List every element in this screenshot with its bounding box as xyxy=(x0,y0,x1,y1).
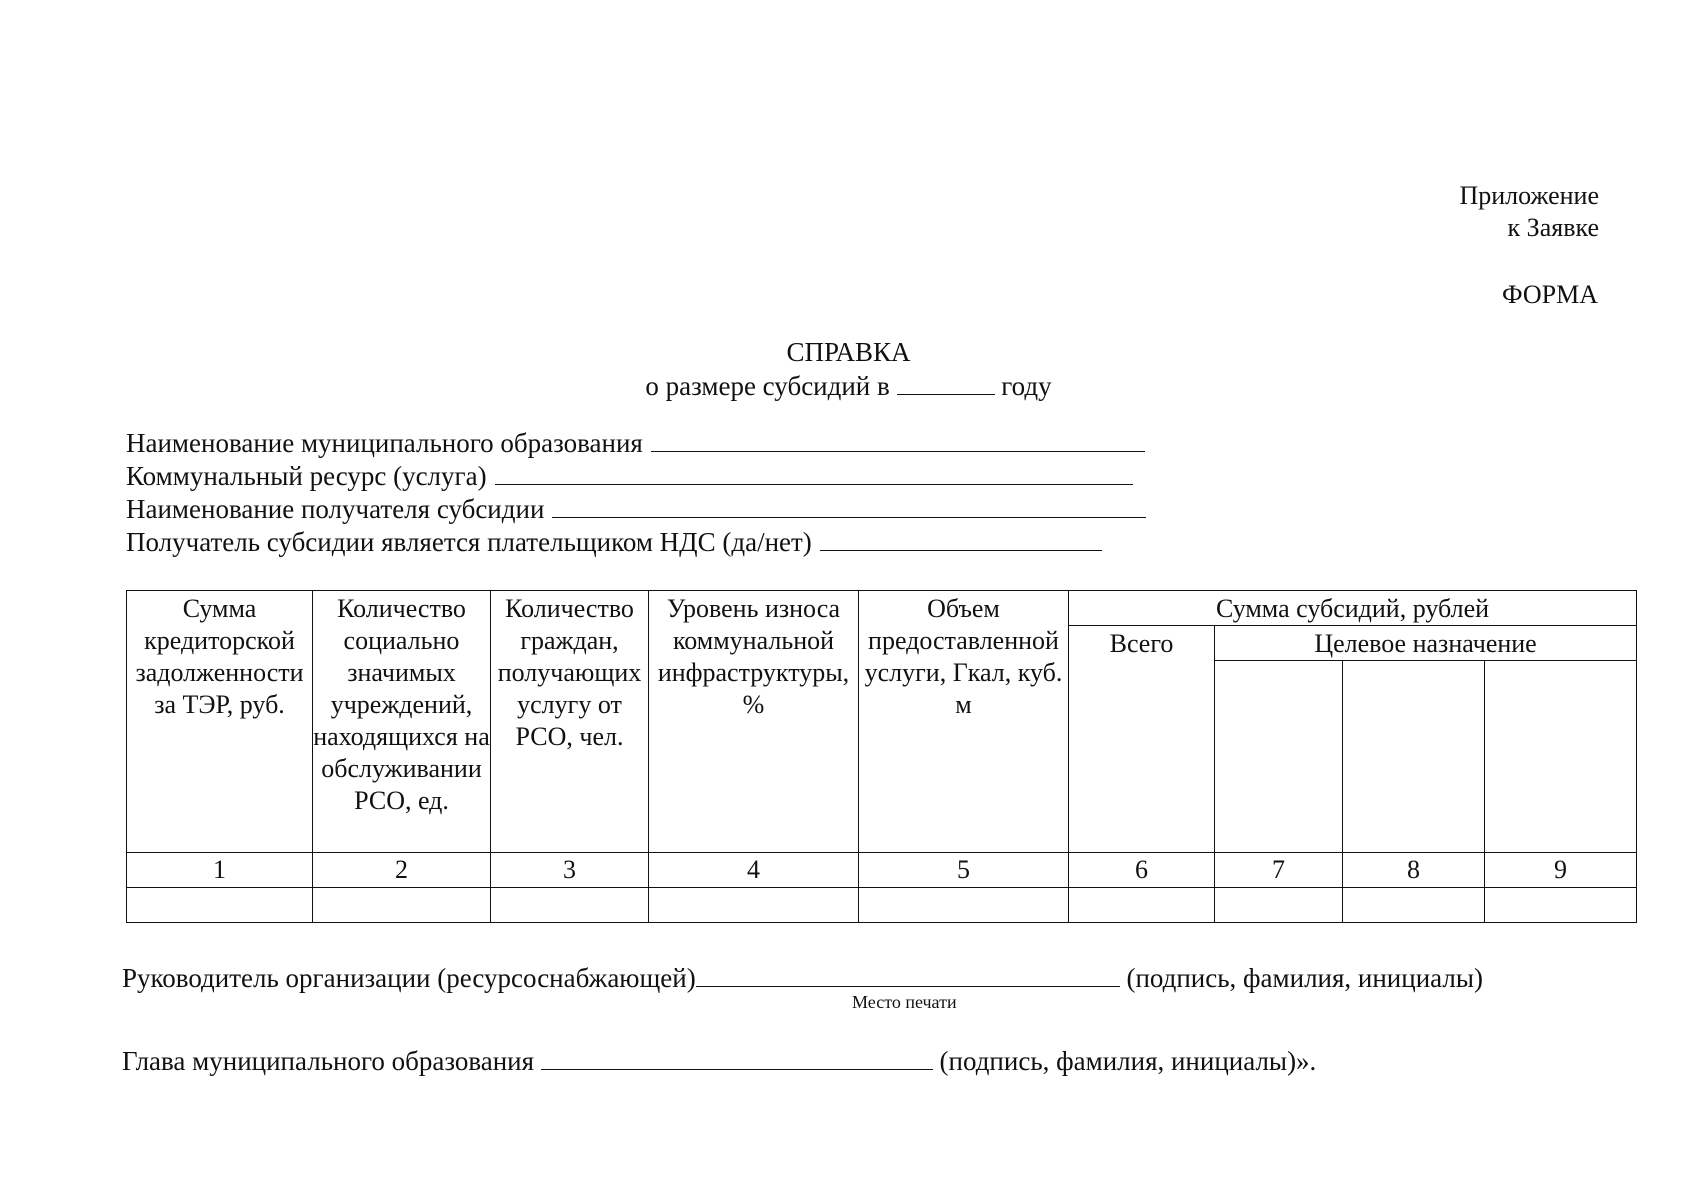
field-label: Получатель субсидии является плательщиком НДС (да/нет) xyxy=(126,527,812,557)
signature-municipal-note: (подпись, фамилия, инициалы)». xyxy=(939,1046,1317,1076)
resource-blank-line[interactable] xyxy=(495,460,1133,485)
header-purpose-2 xyxy=(1343,661,1485,853)
data-cell-debt[interactable] xyxy=(127,888,313,923)
stamp-place-note: Место печати xyxy=(852,992,957,1012)
field-vat xyxy=(126,526,1146,559)
data-cell-purpose-1[interactable] xyxy=(1215,888,1343,923)
signature-org-note: (подпись, фамилия, инициалы) xyxy=(1126,963,1483,993)
header-institutions: Количество социально значимых учреждений, находящихся на обслуживании РСО, ед. xyxy=(313,591,491,853)
form-label: ФОРМА xyxy=(1502,280,1598,309)
year-blank-line[interactable] xyxy=(897,370,995,395)
field-label: Наименование получателя субсидии xyxy=(126,494,545,524)
signature-org-label: Руководитель организации (ресурсоснабжающей) xyxy=(122,963,696,993)
document-subtitle xyxy=(0,369,1697,403)
municipal-signature-line[interactable] xyxy=(541,1045,933,1070)
column-number-4: 4 xyxy=(649,853,859,888)
data-cell-volume[interactable] xyxy=(859,888,1069,923)
org-signature-line[interactable] xyxy=(696,962,1120,987)
subsidy-table xyxy=(126,590,1637,923)
header-purpose-1 xyxy=(1215,661,1343,853)
header-subsidy-sum: Сумма субсидий, рублей xyxy=(1069,591,1637,626)
field-resource xyxy=(126,460,1146,493)
subtitle-before: о размере субсидий в xyxy=(645,371,890,401)
appendix-line-1: Приложение xyxy=(1459,181,1599,210)
header-total: Всего xyxy=(1069,626,1215,853)
document-title: СПРАВКА xyxy=(786,337,911,367)
header-purpose-3 xyxy=(1485,661,1637,853)
header-row-1 xyxy=(127,591,1637,626)
data-cell-institutions[interactable] xyxy=(313,888,491,923)
header-debt: Сумма кредиторской задолженности за ТЭР, руб. xyxy=(127,591,313,853)
signature-municipal-label: Глава муниципального образования xyxy=(122,1046,535,1076)
column-number-3: 3 xyxy=(491,853,649,888)
column-numbers-row xyxy=(127,853,1637,888)
signature-org-head xyxy=(122,962,1483,994)
data-cell-wear[interactable] xyxy=(649,888,859,923)
field-municipality xyxy=(126,427,1146,460)
info-fields xyxy=(126,427,1146,559)
signature-municipal-head xyxy=(122,1045,1316,1077)
subtitle-after: году xyxy=(1001,371,1052,401)
field-recipient xyxy=(126,493,1146,526)
column-number-6: 6 xyxy=(1069,853,1215,888)
column-number-1: 1 xyxy=(127,853,313,888)
header-purpose: Целевое назначение xyxy=(1215,626,1637,661)
document-title-block xyxy=(0,335,1697,403)
recipient-blank-line[interactable] xyxy=(552,493,1146,518)
column-number-5: 5 xyxy=(859,853,1069,888)
vat-blank-line[interactable] xyxy=(820,526,1102,551)
data-cell-purpose-2[interactable] xyxy=(1343,888,1485,923)
column-number-9: 9 xyxy=(1485,853,1637,888)
field-label: Коммунальный ресурс (услуга) xyxy=(126,461,487,491)
appendix-note xyxy=(1459,180,1599,244)
data-cell-purpose-3[interactable] xyxy=(1485,888,1637,923)
appendix-line-2: к Заявке xyxy=(1507,213,1599,242)
data-row-empty xyxy=(127,888,1637,923)
field-label: Наименование муниципального образования xyxy=(126,428,643,458)
header-citizens: Количество граждан, получающих услугу от РСО, чел. xyxy=(491,591,649,853)
header-wear: Уровень износа коммунальной инфраструктуры, % xyxy=(649,591,859,853)
column-number-8: 8 xyxy=(1343,853,1485,888)
column-number-7: 7 xyxy=(1215,853,1343,888)
column-number-2: 2 xyxy=(313,853,491,888)
header-volume: Объем предоставленной услуги, Гкал, куб. м xyxy=(859,591,1069,853)
data-cell-citizens[interactable] xyxy=(491,888,649,923)
data-cell-total[interactable] xyxy=(1069,888,1215,923)
municipality-blank-line[interactable] xyxy=(651,427,1145,452)
